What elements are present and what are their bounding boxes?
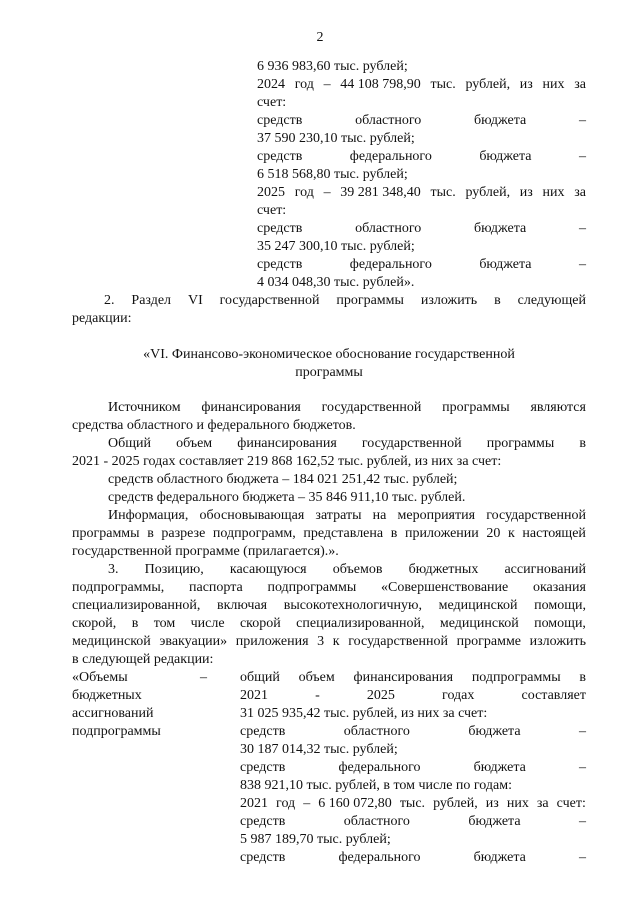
word: за bbox=[536, 796, 549, 811]
word: числе bbox=[190, 616, 225, 631]
word: тыс. bbox=[430, 77, 456, 92]
word: на bbox=[372, 508, 387, 523]
word: объем bbox=[298, 670, 335, 685]
word: год bbox=[294, 185, 314, 200]
word: скорой bbox=[239, 616, 281, 631]
word: мероприятия bbox=[397, 508, 476, 523]
word: медицинской bbox=[439, 616, 519, 631]
word: том bbox=[153, 616, 176, 631]
word: бюджета bbox=[474, 113, 527, 128]
table-right-line-4 bbox=[240, 723, 586, 741]
word: за bbox=[574, 77, 586, 92]
top-block-line-12 bbox=[257, 256, 586, 274]
word: являются bbox=[530, 400, 586, 415]
top-block-line-4 bbox=[257, 112, 586, 130]
word: специализированной, bbox=[296, 616, 425, 631]
table-right-line-6 bbox=[240, 759, 586, 777]
word: разрезе bbox=[161, 526, 206, 541]
word: программе bbox=[456, 634, 522, 649]
word: – bbox=[579, 149, 586, 164]
word: 2021 bbox=[240, 688, 268, 703]
word: в bbox=[579, 670, 586, 685]
word: паспорта bbox=[189, 580, 243, 595]
word: 3. bbox=[108, 562, 119, 577]
word: 2021 bbox=[240, 796, 268, 811]
word: к bbox=[332, 634, 340, 649]
word: 44 108 798,90 bbox=[340, 77, 421, 92]
table-left-line-3: ассигнований bbox=[72, 706, 154, 721]
word: средств bbox=[240, 760, 286, 775]
word: бюджета bbox=[473, 760, 526, 775]
word: Позицию, bbox=[144, 562, 204, 577]
para-6-line-5 bbox=[72, 633, 586, 651]
word: программы bbox=[336, 293, 404, 308]
word: годах bbox=[442, 688, 475, 703]
para-6-line-6: в следующей редакции: bbox=[72, 652, 214, 667]
word: финансирования bbox=[201, 400, 301, 415]
para-3: средств областного бюджета – 184 021 251,42 тыс. рублей; bbox=[108, 472, 458, 487]
word: рублей, bbox=[465, 185, 511, 200]
word: программы bbox=[442, 400, 510, 415]
word: оказания bbox=[532, 580, 586, 595]
word: – bbox=[323, 185, 331, 200]
table-right-line-2 bbox=[240, 687, 586, 705]
word: специализированной, bbox=[72, 598, 201, 613]
word: них bbox=[506, 796, 529, 811]
word: касающуюся bbox=[229, 562, 307, 577]
word: федерального bbox=[338, 760, 421, 775]
top-block-line-1: 6 936 983,60 тыс. рублей; bbox=[257, 59, 408, 74]
word: эвакуации» bbox=[159, 634, 228, 649]
para-2-line-1 bbox=[108, 435, 586, 453]
top-block-line-3: счет: bbox=[257, 95, 287, 110]
word: обосновывающая bbox=[199, 508, 305, 523]
word: – bbox=[323, 77, 331, 92]
word: подпрограммы bbox=[267, 580, 357, 595]
word: в bbox=[147, 526, 154, 541]
word: объемов bbox=[332, 562, 383, 577]
word: в bbox=[579, 436, 586, 451]
top-block-line-10 bbox=[257, 220, 586, 238]
word: средств bbox=[257, 113, 303, 128]
section-heading-line-2: программы bbox=[295, 365, 363, 380]
section-heading-line-1: «VI. Финансово-экономическое обоснование государственной bbox=[143, 347, 515, 362]
word: бюджета bbox=[479, 257, 532, 272]
word: изложить bbox=[529, 634, 586, 649]
table-left-line-4: подпрограммы bbox=[72, 724, 161, 739]
word: приложения bbox=[235, 634, 309, 649]
para-1-line-1 bbox=[108, 399, 586, 417]
table-right-line-5: 30 187 014,32 тыс. рублей; bbox=[240, 742, 398, 757]
word: 3 bbox=[317, 634, 325, 649]
para-5-line-2 bbox=[72, 525, 586, 543]
word: Информация, bbox=[108, 508, 189, 523]
para-6-line-2 bbox=[72, 579, 586, 597]
word: тыс. bbox=[430, 185, 456, 200]
word: в bbox=[131, 616, 139, 631]
word: 20 bbox=[486, 526, 501, 541]
item-2-line-1 bbox=[104, 292, 586, 310]
word: год bbox=[294, 77, 314, 92]
word: Общий bbox=[108, 436, 151, 451]
word: медицинской bbox=[72, 634, 151, 649]
table-right-line-9 bbox=[240, 813, 586, 831]
table-right-line-10: 5 987 189,70 тыс. рублей; bbox=[240, 832, 391, 847]
word: федерального bbox=[338, 850, 421, 865]
word: VI bbox=[187, 293, 203, 308]
word: них bbox=[542, 77, 565, 92]
word: год bbox=[276, 796, 296, 811]
word: помощи, bbox=[534, 598, 586, 613]
item-2-line-2: редакции: bbox=[72, 311, 132, 326]
word: государственной bbox=[486, 508, 586, 523]
word: средств bbox=[240, 850, 286, 865]
top-block-line-7: 6 518 568,80 тыс. рублей; bbox=[257, 167, 408, 182]
word: приложении bbox=[404, 526, 479, 541]
word: счет: bbox=[556, 796, 586, 811]
word: медицинской bbox=[438, 598, 518, 613]
word: государственной bbox=[321, 400, 422, 415]
word: рублей, bbox=[433, 796, 478, 811]
word: высокотехнологичную, bbox=[283, 598, 423, 613]
word: из bbox=[485, 796, 499, 811]
word: подпрограммы, bbox=[72, 580, 165, 595]
word: ассигнований bbox=[504, 562, 586, 577]
word: программы bbox=[486, 436, 555, 451]
word: к bbox=[507, 526, 515, 541]
word: подпрограммы bbox=[471, 670, 561, 685]
word: – bbox=[578, 113, 586, 128]
table-right-line-3: 31 025 935,42 тыс. рублей, из них за счет: bbox=[240, 706, 488, 721]
top-block-line-2 bbox=[257, 76, 586, 94]
para-5-line-3: государственной программе (прилагается).». bbox=[72, 544, 339, 559]
word: средств bbox=[240, 814, 286, 829]
top-block-line-6 bbox=[257, 148, 586, 166]
word: «Совершенствование bbox=[380, 580, 509, 595]
word: 2025 bbox=[366, 688, 395, 703]
table-right-line-8 bbox=[240, 795, 586, 813]
word: областного bbox=[355, 113, 422, 128]
word: следующей bbox=[517, 293, 586, 308]
word: – bbox=[578, 760, 586, 775]
para-2-line-2: 2021 - 2025 годах составляет 219 868 162,52 тыс. рублей, из них за счет: bbox=[72, 454, 502, 469]
top-block-line-11: 35 247 300,10 тыс. рублей; bbox=[257, 239, 415, 254]
word: бюджета bbox=[468, 814, 521, 829]
table-left-line-2: бюджетных bbox=[72, 688, 142, 703]
word: 2. bbox=[104, 293, 115, 308]
top-block-line-8 bbox=[257, 184, 586, 202]
top-block-line-13: 4 034 048,30 тыс. рублей». bbox=[257, 275, 415, 290]
word: государственной bbox=[348, 634, 449, 649]
word: скорой, bbox=[72, 616, 117, 631]
word: за bbox=[574, 185, 586, 200]
word: финансирования bbox=[237, 436, 337, 451]
page-number: 2 bbox=[316, 30, 324, 45]
word: - bbox=[315, 688, 320, 703]
word: 2024 bbox=[257, 77, 285, 92]
word: 2025 bbox=[257, 185, 285, 200]
word: – bbox=[578, 724, 586, 739]
word: общий bbox=[240, 670, 280, 685]
table-right-line-7: 838 921,10 тыс. рублей, в том числе по годам: bbox=[240, 778, 512, 793]
table-right-line-11 bbox=[240, 849, 586, 867]
word: программы bbox=[72, 526, 140, 541]
word: подпрограмм, bbox=[212, 526, 296, 541]
word: представлена bbox=[303, 526, 384, 541]
word: – bbox=[578, 814, 586, 829]
word: настоящей bbox=[522, 526, 586, 541]
word: в bbox=[494, 293, 501, 308]
para-5-line-1 bbox=[108, 507, 586, 525]
word: государственной bbox=[219, 293, 320, 308]
table-right-line-1 bbox=[240, 669, 586, 687]
word: – bbox=[578, 850, 586, 865]
word: включая bbox=[217, 598, 268, 613]
word: составляет bbox=[521, 688, 586, 703]
word: средств bbox=[257, 221, 303, 236]
word: – bbox=[579, 257, 586, 272]
word: бюджета bbox=[474, 221, 527, 236]
para-4: средств федерального бюджета – 35 846 911,10 тыс. рублей. bbox=[108, 490, 466, 505]
word: бюджетных bbox=[408, 562, 479, 577]
word: объем bbox=[176, 436, 213, 451]
word: – bbox=[303, 796, 311, 811]
word: областного bbox=[343, 814, 410, 829]
word: средств bbox=[240, 724, 286, 739]
word: бюджета bbox=[473, 850, 526, 865]
word: Источником bbox=[108, 400, 181, 415]
word: средств bbox=[257, 149, 303, 164]
top-block-line-9: счет: bbox=[257, 203, 287, 218]
para-1-line-2: средства областного и федерального бюджетов. bbox=[72, 418, 356, 433]
word: из bbox=[519, 185, 533, 200]
word: них bbox=[542, 185, 565, 200]
word: федерального bbox=[349, 149, 432, 164]
para-6-line-3 bbox=[72, 597, 586, 615]
word: из bbox=[519, 77, 533, 92]
word: в bbox=[390, 526, 398, 541]
word: средств bbox=[257, 257, 303, 272]
word: 6 160 072,80 bbox=[318, 796, 392, 811]
top-block-line-5: 37 590 230,10 тыс. рублей; bbox=[257, 131, 415, 146]
word: федерального bbox=[349, 257, 432, 272]
word: 39 281 348,40 bbox=[340, 185, 421, 200]
table-left-dash: – bbox=[200, 670, 207, 685]
word: государственной bbox=[361, 436, 462, 451]
word: областного bbox=[343, 724, 410, 739]
table-left-line-1: «Объемы bbox=[72, 670, 128, 685]
word: рублей, bbox=[465, 77, 511, 92]
word: бюджета bbox=[479, 149, 532, 164]
word: – bbox=[578, 221, 586, 236]
para-6-line-4 bbox=[72, 615, 586, 633]
word: финансирования bbox=[353, 670, 454, 685]
word: затраты bbox=[315, 508, 362, 523]
word: областного bbox=[355, 221, 422, 236]
para-6-line-1 bbox=[108, 561, 586, 579]
word: тыс. bbox=[399, 796, 426, 811]
word: помощи, bbox=[534, 616, 586, 631]
word: изложить bbox=[420, 293, 478, 308]
word: Раздел bbox=[131, 293, 172, 308]
word: бюджета bbox=[468, 724, 521, 739]
